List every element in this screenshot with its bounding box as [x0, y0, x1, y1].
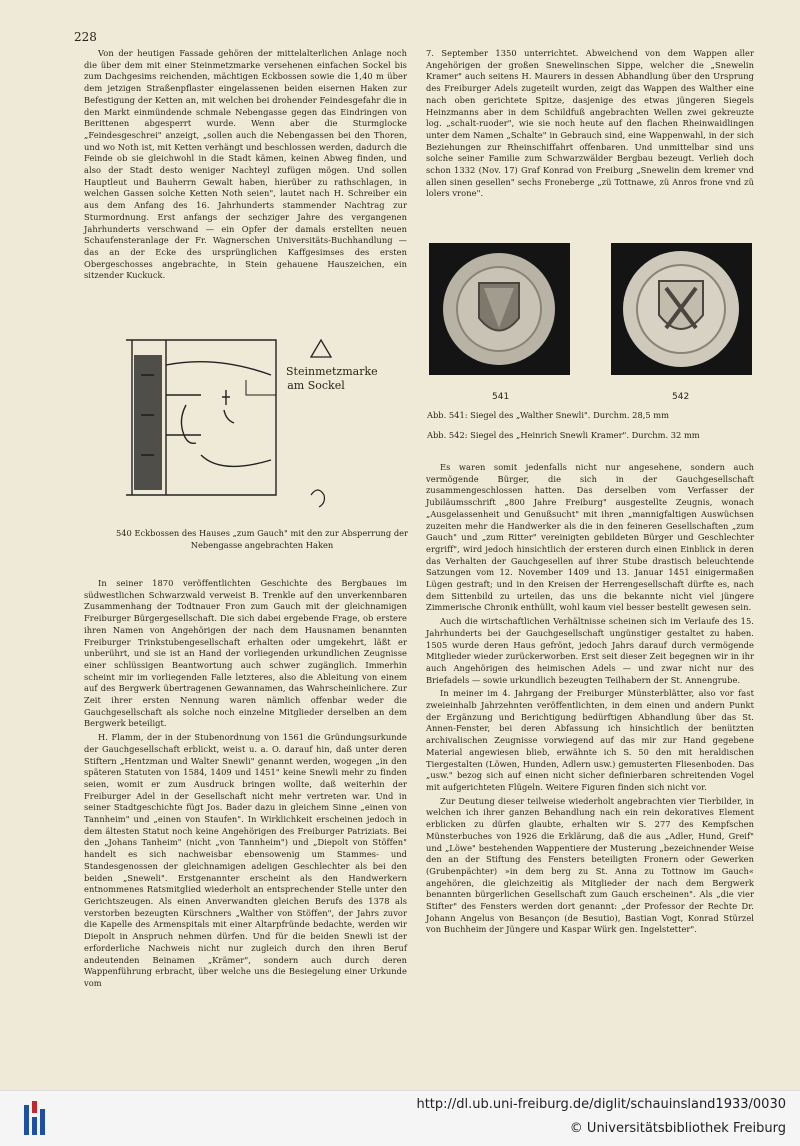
page-number: 228: [74, 30, 97, 44]
seal-542-photo: [611, 243, 752, 375]
mason-mark-label: Steinmetzmarke am Sockel: [286, 365, 378, 392]
permalink-url[interactable]: http://dl.ub.uni-freiburg.de/diglit/schauinsland1933/0030: [416, 1097, 786, 1112]
seal-541-number: 541: [492, 392, 510, 402]
viewer-footer: [0, 1090, 800, 1146]
seal-541-caption: Abb. 541: Siegel des „Walther Snewli". Durchm. 28,5 mm: [427, 410, 670, 420]
paragraph: 7. September 1350 unterrichtet. Abweichend von dem Wappen aller Angehörigen der großen Snewelinschen Sippe, welcher die „Snewelin Kramer" auch seitens H. Maurers in dessen Abhandlung über den Ursprung des Freiburger Adels zugeteilt wurden, zeigt das Wappen des Walther eine nach oben gerichtete Spitze, dasjenige des etwas jüngeren Siegels Heinzmanns aber in dem Schildfuß angebrachten Wellen zwei gekreuzte log. „schalt-ruoder", wie sie noch heute auf den flachen Rheinwaidlingen unter dem Namen „Schalte" in Gebrauch sind, eine Wappenwahl, in der sich Beziehungen zur Rheinschiffahrt offenbaren. Und unmittelbar sind uns solche seiner Familie zum Schwarzwälder Bergbau bezeugt. Verlieh doch schon 1332 (Nov. 17) Graf Konrad von Freiburg „Snewelin dem kremer vnd allen sinen gesellen" sechs Froneberge „zü Tottnawe, zü Anros frone vnd zü lolers vrone".: [426, 48, 754, 199]
seal-542-caption: Abb. 542: Siegel des „Heinrich Snewli Kramer". Durchm. 32 mm: [427, 430, 700, 440]
facade-corner-drawing: [126, 335, 378, 521]
right-column-bottom: [426, 462, 754, 938]
right-column-top: [426, 48, 754, 202]
seal-542-number: 542: [672, 392, 690, 402]
library-logo-icon: [14, 1099, 54, 1139]
paragraph: In meiner im 4. Jahrgang der Freiburger Münsterblätter, also vor fast zweieinhalb Jahrzehnten veröffentlichten, in dem einen und andern Punkt der Ergänzung und Berichtigung bedürftigen Abhandlung über das St. Annen-Fenster, bei deren Abfassung ich hinsichtlich der benützten archivalischen Zeugnisse vorwiegend auf das mir zur Hand gegebene Material angewiesen blieb, erwähnte ich S. 50 den mit heraldischen Tiergestalten (Löwen, Hunden, Adlern usw.) gemusterten Fliesenboden. Das „usw." bezog sich auf einen nicht sicher definierbaren schreitenden Vogel mit aufgerichteten Flügeln. Weitere Figuren finden sich nicht vor.: [426, 688, 754, 792]
figure-540: [126, 335, 378, 521]
figure-540-caption: 540 Eckbossen des Hauses „zum Gauch" mit den zur Absperrung der Nebengasse angebrachten Haken: [115, 528, 409, 550]
paragraph: Zur Deutung dieser teilweise wiederholt angebrachten vier Tierbilder, in welchen ich ihrer ganzen Behandlung nach ein rein dekoratives Element erblicken zu dürfen glaubte, erhalten wir S. 277 des Kempfschen Münsterbuches von 1926 die Erklärung, daß die aus „Adler, Hund, Greif" und „Löwe" bestehenden Wappentiere der Musterung „bezeichnender Weise den an der Stiftung des Fensters beteiligten Fronern oder Gewerken (Grubenpächter) »in dem berg zu St. Anna zu Tottnow im Gauch« angehören, die gleichzeitig als Mitglieder der nach dem Bergwerk benannten bürgerlichen Gesellschaft zum Gauch erscheinen". Als „die vier Stifter" des Fensters werden dort genannt: „der Professor der Rechte Dr. Johann Angelus von Besançon (de Besutio), Bastian Vogt, Konrad Stürzel von Buchheim der Jüngere und Kaspar Würk gen. Ingelstetter".: [426, 795, 754, 935]
seal-541-photo: [429, 243, 570, 375]
left-column-top: [84, 48, 407, 284]
mason-mark-triangle: [311, 340, 331, 357]
paragraph: In seiner 1870 veröffentlichten Geschichte des Bergbaues im südwestlichen Schwarzwald verweist B. Trenkle auf den unverkennbaren Zusammenhang der Todtnauer Fron zum Gauch mit der gleichnamigen Freiburger Bürgergesellschaft. Die sich dabei ergebende Frage, ob erstere ihren Namen von Angehörigen der nach dem Hausnamen benannten Freiburger Trinkstubengesellschaft erhalten oder umgekehrt, läßt er unberührt, und sie ist an Hand der vorliegenden urkundlichen Zeugnisse einer schlüssigen Beantwortung auch schwer zugänglich. Immerhin scheint mir im vorliegenden Falle letzteres, also die Ableitung von einem auf des Bergwerk übertragenen Gewannamen, das Wahrscheinlichere. Zur Zeit ihrer ersten Nennung waren nämlich offenbar weder die Gauchgesellschaft als solche noch einzelne Mitglieder derselben an dem Bergwerk beteiligt.: [84, 578, 407, 729]
paragraph: Auch die wirtschaftlichen Verhältnisse scheinen sich im Verlaufe des 15. Jahrhunderts bei der Gauchgesellschaft ungünstiger gestaltet zu haben. 1505 wurde deren Haus gefrönt, jedoch Jahrs darauf durch vermögende Mitglieder wieder zurückerworben. Erst seit dieser Zeit begegnen wir in ihr auch Angehörigen des heimischen Adels — und zwar nicht nur des Briefadels — sowie urkundlich bezeugten Teilhabern der St. Annengrube.: [426, 616, 754, 685]
left-column-bottom: [84, 578, 407, 992]
paragraph: Von der heutigen Fassade gehören der mittelalterlichen Anlage noch die über dem mit einer Steinmetzmarke versehenen einfachen Sockel bis zum Dachgesims reichenden, mächtigen Eckbossen sowie die 1,40 m über dem jetzigen Straßenpflaster eingelassenen beiden eisernen Haken zur Befestigung der Ketten an, mit welchen bei drohender Feindesgefahr die in den Markt einmündende schmale Nebengasse gegen das Eindringen von Berittenen abgesperrt wurde. Wenn aber die Sturmglocke „Feindesgeschrei" anzeigt, „sollen auch die Nebengassen bei den Thoren, und wo Noth ist, mit Ketten verhängt und beschlossen werden, dadurch die Feinde ob sie gleichwohl in die Stadt kämen, keinen Abweg finden, und also der Stadt desto weniger Nachteyl zufügen mögen. Und sollen Hauptleut und Bauherrn Gewalt haben, hierüber zu rathschlagen, in welchen Gassen solche Ketten Noth seien", lautet nach H. Schreiber ein aus dem Anfang des 16. Jahrhunderts stammender Nachtrag zur Sturmordnung. Erst anfangs der sechziger Jahre des vergangenen Jahrhunderts verschwand — ein Opfer der damals erstellten neuen Schaufensteranlage der Fr. Wagnerschen Universitäts-Buchhandlung — das an der Ecke des ursprünglichen Kaffgesimses des ersten Obergeschosses angebrachte, in Stein gehauene Hauszeichen, ein sitzender Kuckuck.: [84, 48, 407, 281]
paragraph: H. Flamm, der in der Stubenordnung von 1561 die Gründungsurkunde der Gauchgesellschaft erblickt, weist u. a. O. darauf hin, daß unter deren Stiftern „Hentzman und Walter Snewli" genannt werden, wogegen „in den späteren Statuten von 1584, 1409 und 1451" keine Snewli mehr zu finden seien, womit er zum Ausdruck bringen wollte, daß weiterhin der Freiburger Adel in der Gesellschaft nicht mehr vertreten war. Und in seiner Stadtgeschichte fügt Jos. Bader dazu in gleichem Sinne „einen von Tannheim" und „einen von Staufen". In Wirklichkeit erscheinen jedoch in dem ältesten Statut noch keine Angehörigen des Freiburger Patriziats. Bei den „Johans Tanheim" (nicht „von Tannheim") und „Diepolt von Stöffen" handelt es sich nachweisbar ebensowenig um Stammes- und Standesgenossen der gleichnamigen adeligen Geschlechter als bei den beiden „Sneweli". Erstgenannter erscheint als den Handwerkern entnommenes Ratsmitglied wiederholt an entsprechender Stelle unter den Gerichtszeugen. Als einen Anverwandten gleichen Berufs des 1378 als verstorben bezeugten Kürschners „Walther von Stöffen", der Jahrs zuvor die Kapelle des Armenspitals mit einer Altarpfründe bedachte, werden wir Diepolt in Anspruch nehmen dürfen. Und für die beiden Snewli ist der erforderliche Nachweis nicht nur zugleich durch den ihren Beruf andeutenden Beinamen „Krämer", sondern auch durch deren Wappenführung erbracht, über welche uns die Besiegelung einer Urkunde vom: [84, 732, 407, 988]
mason-mark-small: [311, 490, 324, 507]
copyright-text: © Universitätsbibliothek Freiburg: [569, 1121, 786, 1136]
paragraph: Es waren somit jedenfalls nicht nur angesehene, sondern auch vermögende Bürger, die sich in der Gauchgesellschaft zusammengeschlossen hatten. Das derselben vom Verfasser der Jubiläumsschrift „800 Jahre Freiburg" ausgestellte Zeugnis, wonach „Ausgelassenheit und Genußsucht" mit ihren „mannigfaltigen Auswüchsen zuzeiten mehr die Handwerker als die in den feineren Gesellschaften „zum Gauch" und „zum Ritter" vereinigten gebildeten Bürger und Geschlechter ergriff", wird jedoch hinsichtlich der ersteren durch einen Einblick in deren das Verhalten der Gauchgesellen auf ihrer Stube drastisch beleuchtende Satzungen vom 12. November 1409 und 13. Januar 1451 einigermaßen Lügen gestraft; und in den Kreisen der Herrengesellschaft dürfte es, nach dem Sittenbild zu urteilen, das uns die bekannte nicht viel jüngere Zimmerische Chronik enthüllt, wohl kaum viel besser bestellt gewesen sein.: [426, 462, 754, 613]
